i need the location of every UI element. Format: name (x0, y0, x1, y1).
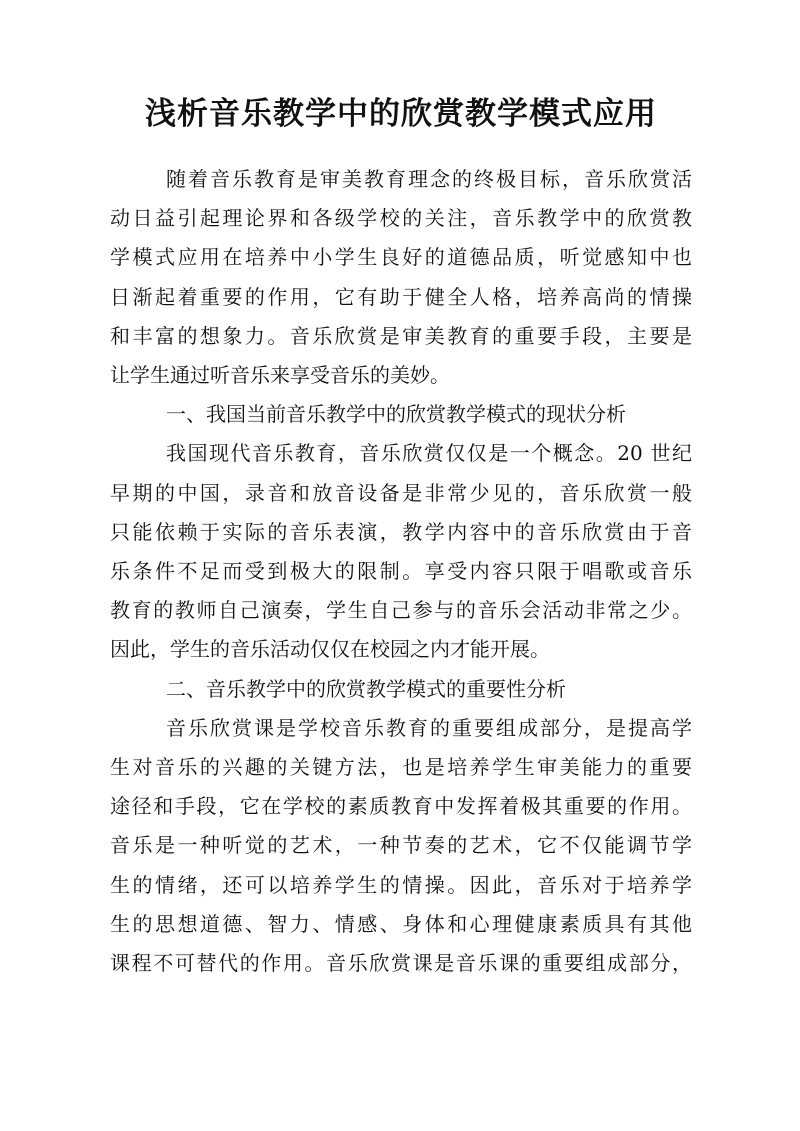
text-line: 和丰富的想象力。音乐欣赏是审美教育的重要手段，主要是 (110, 323, 692, 348)
text-line: 途径和手段，它在学校的素质教育中发挥着极其重要的作用。 (110, 794, 692, 819)
paragraph-intro (110, 160, 692, 395)
text-line: 只能依赖于实际的音乐表演，教学内容中的音乐欣赏由于音 (110, 519, 692, 544)
text-line: 音乐是一种听觉的艺术，一种节奏的艺术，它不仅能调节学 (110, 833, 692, 858)
document-body (110, 160, 692, 983)
section-heading-2 (110, 670, 692, 709)
text-line: 音乐欣赏课是学校音乐教育的重要组成部分，是提高学 (166, 715, 692, 740)
paragraph-importance (110, 709, 692, 983)
text-line: 早期的中国，录音和放音设备是非常少见的，音乐欣赏一般 (110, 480, 692, 505)
text-line: 生的思想道德、智力、情感、身体和心理健康素质具有其他 (110, 911, 692, 936)
text-line: 我国现代音乐教育，音乐欣赏仅仅是一个概念。20 世纪 (166, 441, 692, 466)
text-line: 随着音乐教育是审美教育理念的终极目标，音乐欣赏活 (166, 167, 692, 191)
text-line: 生的情绪，还可以培养学生的情操。因此，音乐对于培养学 (110, 872, 692, 897)
text-line: 学模式应用在培养中小学生良好的道德品质，听觉感知中也 (110, 245, 692, 270)
section-heading-text: 一、我国当前音乐教学中的欣赏教学模式的现状分析 (166, 402, 626, 427)
section-heading-text: 二、音乐教学中的欣赏教学模式的重要性分析 (166, 676, 566, 701)
text-line: 动日益引起理论界和各级学校的关注，音乐教学中的欣赏教 (110, 206, 692, 231)
text-line: 日渐起着重要的作用，它有助于健全人格，培养高尚的情操 (110, 284, 692, 309)
paragraph-current-status (110, 434, 692, 669)
section-heading-1 (110, 395, 692, 434)
text-line: 让学生通过听音乐来享受音乐的美妙。 (110, 363, 450, 388)
text-line: 因此，学生的音乐活动仅仅在校园之内才能开展。 (110, 637, 550, 662)
text-line: 生对音乐的兴趣的关键方法，也是培养学生审美能力的重要 (110, 755, 692, 780)
document-title: 浅析音乐教学中的欣赏教学模式应用 (145, 96, 657, 132)
text-line: 课程不可替代的作用。音乐欣赏课是音乐课的重要组成部分， (110, 951, 692, 976)
text-line: 教育的教师自己演奏，学生自己参与的音乐会活动非常之少。 (110, 598, 692, 623)
text-line: 乐条件不足而受到极大的限制。享受内容只限于唱歌或音乐 (110, 559, 692, 584)
